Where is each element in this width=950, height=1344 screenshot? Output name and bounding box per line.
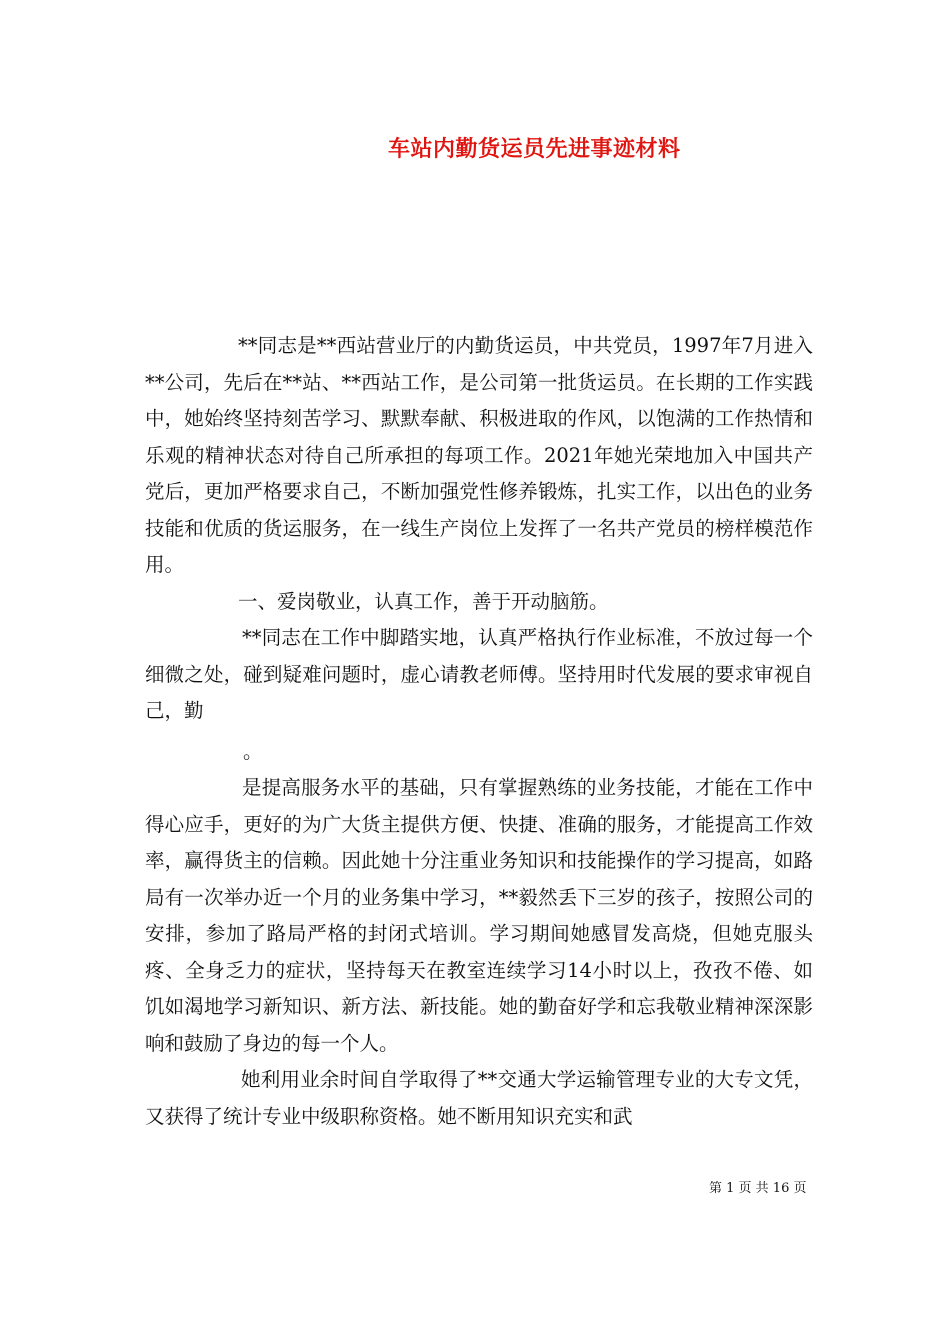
- paragraph-self-study: 她利用业余时间自学取得了**交通大学运输管理专业的大专文凭，又获得了统计专业中级职称资格。她不断用知识充实和武: [145, 1068, 813, 1128]
- document-body: [145, 328, 813, 1135]
- section-heading-1: 一、爱岗敬业，认真工作，善于开动脑筋。: [238, 589, 609, 613]
- paragraph-work-attitude: **同志在工作中脚踏实地，认真严格执行作业标准，不放过每一个细微之处，碰到疑难问题时，虚心请教老师傅。坚持用时代发展的要求审视自己，勤: [145, 626, 813, 722]
- paragraph-fragment-period: 。: [243, 739, 263, 763]
- paragraph-study: 是提高服务水平的基础，只有掌握熟练的业务技能，才能在工作中得心应手，更好的为广大货主提供方便、快捷、准确的服务，才能提高工作效率，赢得货主的信赖。因此她十分注重业务知识和技能操作的学习提高，如路局有一次举办近一个月的业务集中学习，**毅然丢下三岁的孩子，按照公司的安排，参加了路局严格的封闭式培训。学习期间她感冒发高烧，但她克服头疼、全身乏力的症状，坚持每天在教室连续学习14小时以上，孜孜不倦、如饥如渴地学习新知识、新方法、新技能。她的勤奋好学和忘我敬业精神深深影响和鼓励了身边的每一个人。: [145, 776, 813, 1055]
- page-number-footer: 第 1 页 共 16 页: [709, 1181, 807, 1196]
- paragraph-intro: **同志是**西站营业厅的内勤货运员，中共党员，1997年7月进入**公司，先后在**站、**西站工作，是公司第一批货运员。在长期的工作实践中，她始终坚持刻苦学习、默默奉献、积极进取的作风，以饱满的工作热情和乐观的精神状态对待自己所承担的每项工作。2021年她光荣地加入中国共产党后，更加严格要求自己，不断加强党性修养锻炼，扎实工作，以出色的业务技能和优质的货运服务，在一线生产岗位上发挥了一名共产党员的榜样模范作用。: [145, 334, 813, 576]
- document-title: 车站内勤货运员先进事迹材料: [388, 136, 681, 162]
